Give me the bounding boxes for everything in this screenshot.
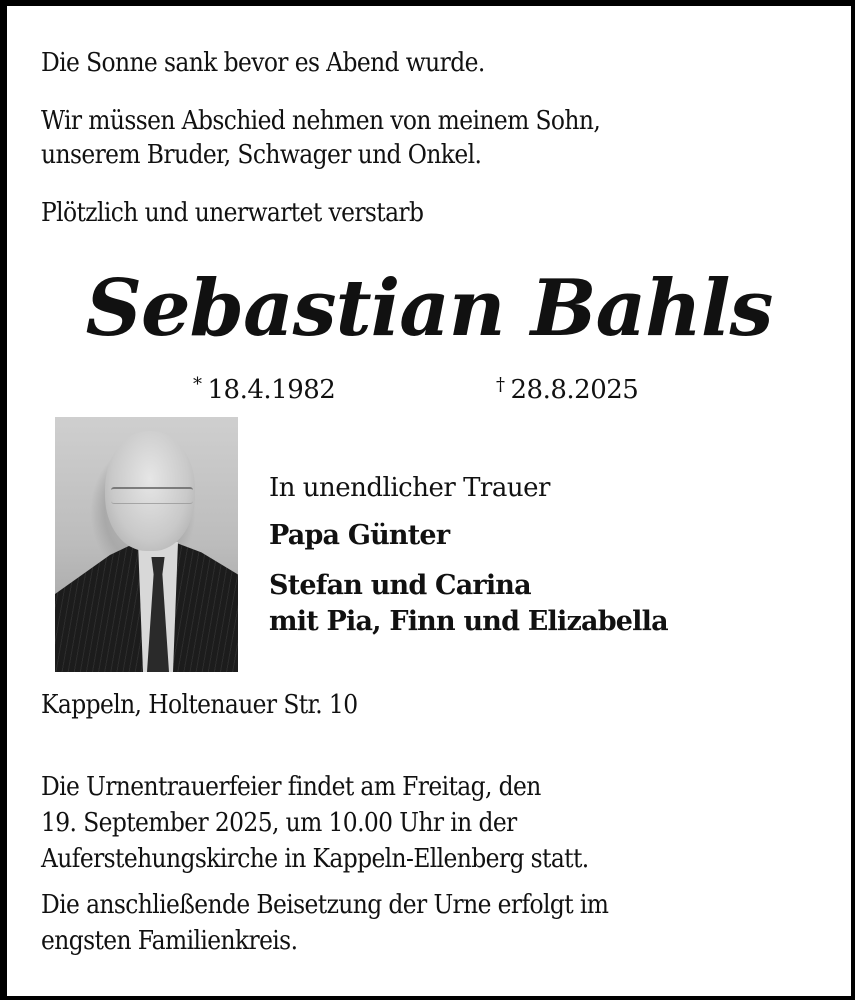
photo-glasses: [111, 487, 193, 504]
birth-date-value: 18.4.1982: [207, 375, 336, 405]
mourner-siblings: Stefan und Carina: [269, 570, 531, 601]
obituary-notice: [7, 6, 851, 996]
mourner-children: mit Pia, Finn und Elizabella: [269, 606, 668, 637]
mourners-intro: In unendlicher Trauer: [269, 473, 550, 503]
death-cross-icon: †: [496, 374, 505, 395]
death-date: [496, 368, 638, 407]
ceremony-line-2: 19. September 2025, um 10.00 Uhr in der: [41, 808, 517, 838]
ceremony-line-3: Auferstehungskirche in Kappeln-Ellenberg statt.: [41, 844, 589, 874]
farewell-line-1: Wir müssen Abschied nehmen von meinem Sohn,: [41, 106, 601, 136]
portrait-photo: [55, 417, 238, 672]
mourner-father: Papa Günter: [269, 520, 450, 551]
deceased-name: Sebastian Bahls: [85, 263, 773, 354]
intro-line: Die Sonne sank bevor es Abend wurde.: [41, 48, 485, 78]
sudden-death-line: Plötzlich und unerwartet verstarb: [41, 198, 424, 228]
burial-line-2: engsten Familienkreis.: [41, 926, 298, 956]
address: Kappeln, Holtenauer Str. 10: [41, 690, 358, 720]
birth-star-icon: *: [193, 374, 202, 395]
farewell-line-2: unserem Bruder, Schwager und Onkel.: [41, 140, 482, 170]
burial-line-1: Die anschließende Beisetzung der Urne erfolgt im: [41, 890, 609, 920]
death-date-value: 28.8.2025: [510, 375, 639, 405]
birth-date: [193, 368, 335, 407]
ceremony-line-1: Die Urnentrauerfeier findet am Freitag, den: [41, 772, 541, 802]
